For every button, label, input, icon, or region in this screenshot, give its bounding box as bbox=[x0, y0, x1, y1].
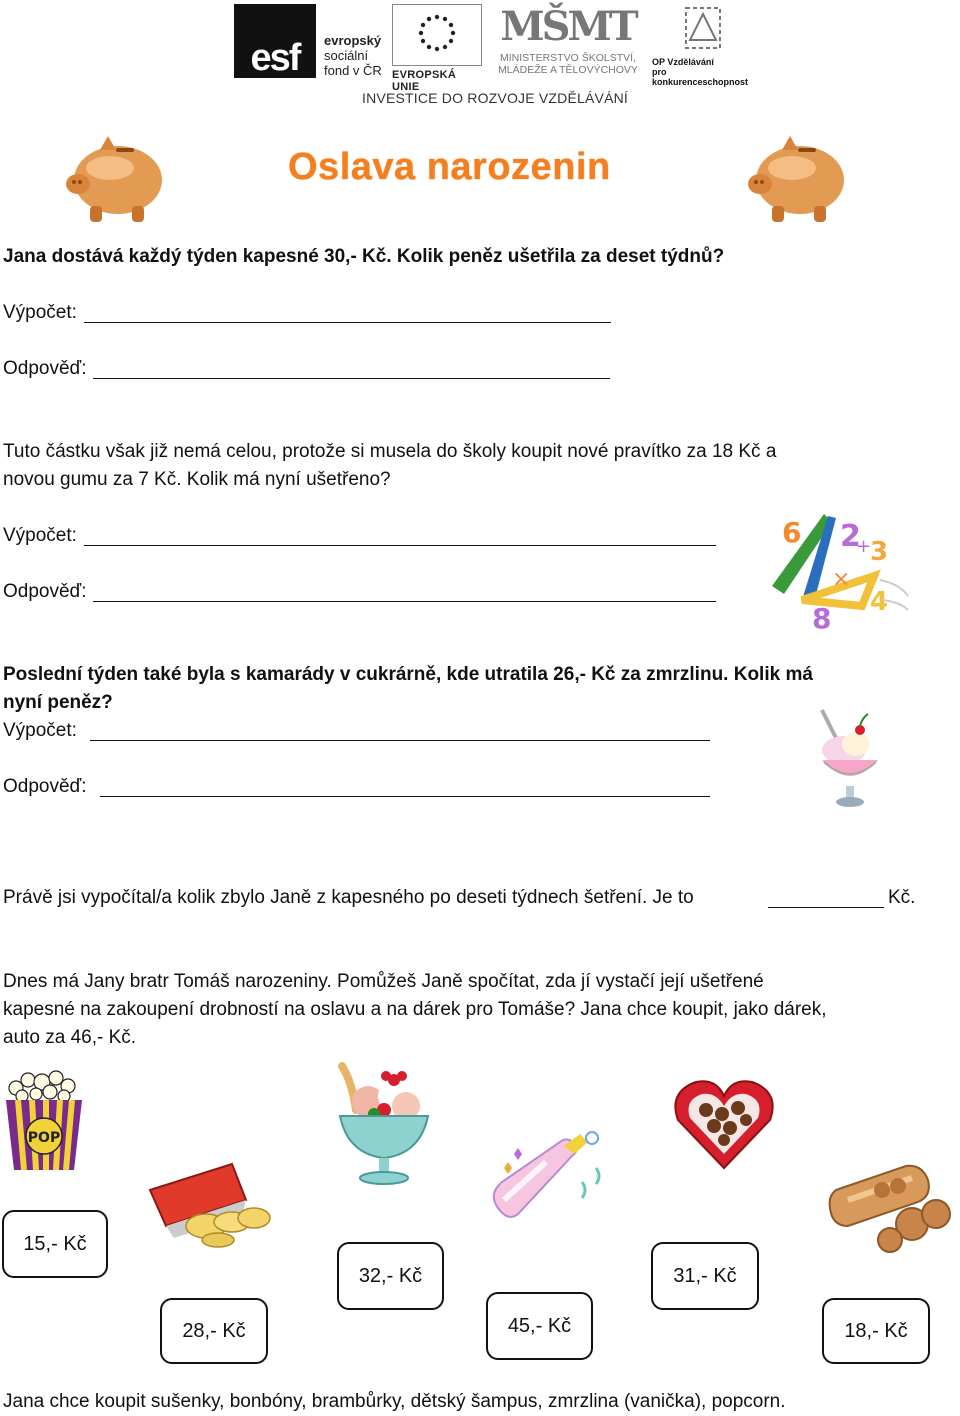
esf-logo bbox=[234, 4, 384, 80]
summary-text: Právě jsi vypočítal/a kolik zbylo Janě z kapesného po deseti týdnech šetření. Je to bbox=[3, 887, 694, 908]
msmt-mark: MŠMT bbox=[500, 3, 636, 50]
task3-question-line1: Poslední týden také byla s kamarády v cukrárně, kde utratila 26,- Kč za zmrzlinu. Kolik má bbox=[3, 664, 813, 685]
chocolate-box-icon bbox=[672, 1074, 776, 1177]
task1-question: Jana dostává každý týden kapesné 30,- Kč. Kolik peněz ušetřila za deset týdnů? bbox=[3, 246, 725, 267]
svg-text:8: 8 bbox=[812, 602, 832, 634]
op-logo bbox=[652, 4, 752, 87]
intro-line3: auto za 46,- Kč. bbox=[3, 1027, 137, 1048]
task3-calc-label: Výpočet: bbox=[3, 720, 77, 741]
piggy-bank-icon-right bbox=[742, 128, 854, 233]
msmt-caption-1: MINISTERSTVO ŠKOLSTVÍ, bbox=[500, 52, 636, 64]
task3-answer-line[interactable] bbox=[100, 796, 710, 797]
eu-flag-icon bbox=[392, 4, 482, 66]
piggy-bank-icon-left bbox=[60, 128, 172, 233]
task1-calc-label: Výpočet: bbox=[3, 302, 77, 323]
price-box-4: 45,- Kč bbox=[486, 1292, 593, 1360]
footer-text: Jana chce koupit sušenky, bonbóny, brambůrky, dětský šampus, zmrzlina (vanička), popcorn. bbox=[3, 1391, 786, 1412]
investice-text: INVESTICE DO ROZVOJE VZDĚLÁVÁNÍ bbox=[362, 90, 629, 106]
msmt-caption-2: MLÁDEŽE A TĚLOVÝCHOVY bbox=[498, 64, 638, 76]
summary-unit: Kč. bbox=[888, 887, 916, 908]
popcorn-icon bbox=[2, 1066, 86, 1177]
task3-answer-label: Odpověď: bbox=[3, 776, 87, 797]
task2-question-line1: Tuto částku však již nemá celou, protože si musela do školy koupit nové pravítko za 18 Kč a bbox=[3, 441, 777, 462]
op-caption-1: OP Vzdělávání bbox=[652, 57, 714, 67]
esf-text-3: fond v ČR bbox=[324, 63, 382, 78]
task1-calc-line[interactable] bbox=[84, 322, 611, 323]
task1-answer-label: Odpověď: bbox=[3, 358, 87, 379]
esf-text-2: sociální bbox=[324, 48, 369, 63]
msmt-logo bbox=[490, 2, 646, 80]
task2-answer-label: Odpověď: bbox=[3, 581, 87, 602]
op-caption-2: pro konkurenceschopnost bbox=[652, 67, 749, 87]
cookies-icon bbox=[826, 1160, 956, 1261]
esf-mark: esf bbox=[234, 4, 316, 78]
task2-calc-label: Výpočet: bbox=[3, 525, 77, 546]
popcorn-label: POP bbox=[27, 1130, 61, 1146]
svg-text:6: 6 bbox=[782, 516, 802, 549]
price-box-1: 15,- Kč bbox=[2, 1210, 108, 1278]
ice-cream-sundae-icon bbox=[814, 706, 884, 817]
price-box-2: 28,- Kč bbox=[160, 1298, 268, 1364]
price-box-5: 31,- Kč bbox=[651, 1242, 759, 1310]
task3-calc-line[interactable] bbox=[90, 740, 710, 741]
task3-question-line2: nyní peněz? bbox=[3, 692, 113, 713]
task2-calc-line[interactable] bbox=[84, 545, 716, 546]
ice-cream-bowl-icon bbox=[334, 1062, 434, 1193]
svg-text:3: 3 bbox=[870, 537, 889, 567]
svg-text:+: + bbox=[856, 536, 872, 557]
svg-text:2: 2 bbox=[840, 519, 861, 554]
task2-question-line2: novou gumu za 7 Kč. Kolik má nyní ušetřeno? bbox=[3, 469, 391, 490]
op-logo-icon bbox=[670, 4, 740, 52]
eu-logo bbox=[392, 4, 484, 93]
price-box-6: 18,- Kč bbox=[822, 1298, 930, 1364]
champagne-bottle-icon bbox=[484, 1124, 608, 1229]
page-title: Oslava narozenin bbox=[288, 146, 611, 188]
svg-text:×: × bbox=[832, 567, 851, 592]
potato-chips-icon bbox=[146, 1160, 276, 1253]
intro-line1: Dnes má Jany bratr Tomáš narozeniny. Pomůžeš Janě spočítat, zda jí vystačí její ušetřené bbox=[3, 971, 764, 992]
math-symbols-icon bbox=[762, 510, 912, 639]
task2-answer-line[interactable] bbox=[93, 601, 716, 602]
summary-answer-line[interactable] bbox=[768, 907, 884, 908]
svg-text:4: 4 bbox=[870, 587, 889, 617]
task1-answer-line[interactable] bbox=[93, 378, 610, 379]
esf-text-1: evropský bbox=[324, 33, 382, 48]
intro-line2: kapesné na zakoupení drobností na oslavu a na dárek pro Tomáše? Jana chce koupit, jako dárek, bbox=[3, 999, 827, 1020]
price-box-3: 32,- Kč bbox=[337, 1242, 444, 1310]
eu-caption: EVROPSKÁ UNIE bbox=[392, 69, 457, 93]
